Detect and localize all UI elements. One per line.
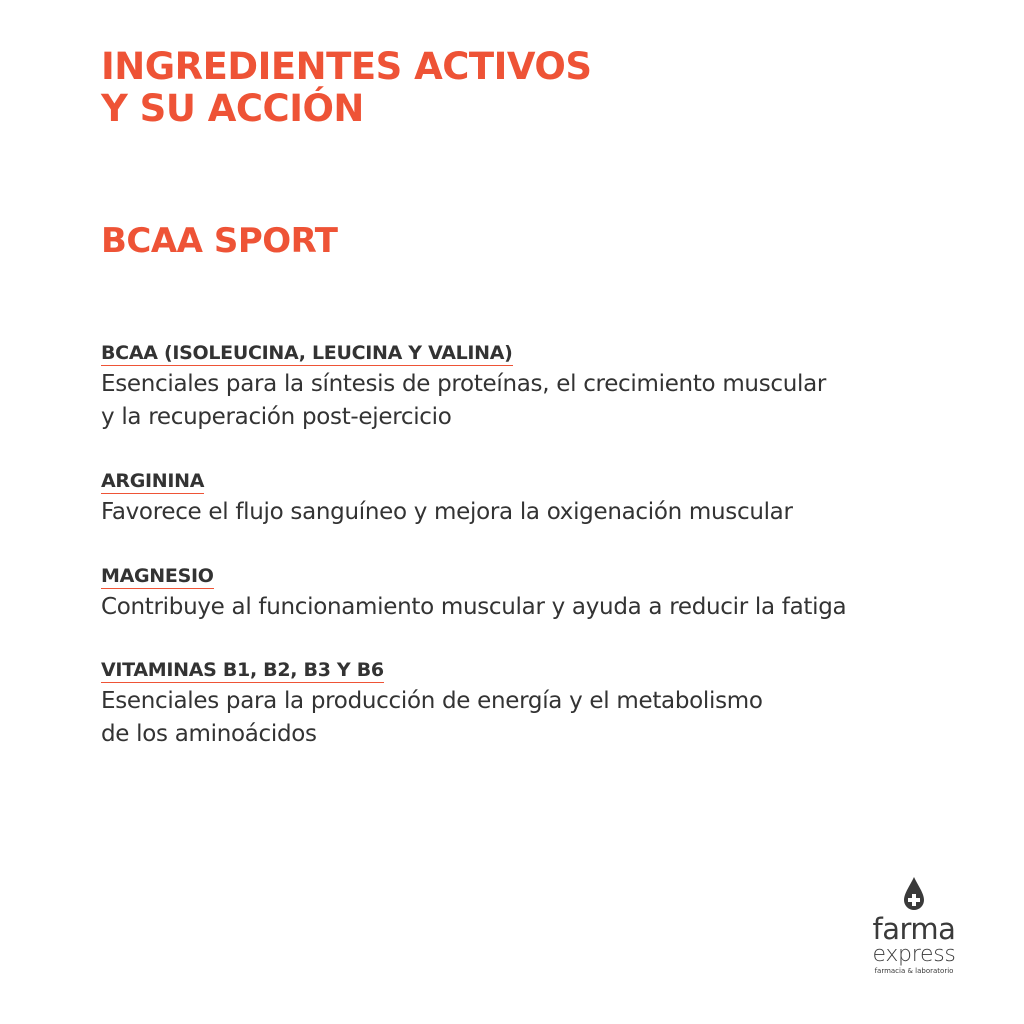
product-name: BCAA SPORT bbox=[101, 221, 338, 261]
ingredient-name: BCAA (ISOLEUCINA, LEUCINA Y VALINA) bbox=[101, 342, 513, 364]
ingredient-description-line: Favorece el flujo sanguíneo y mejora la oxigenación muscular bbox=[101, 499, 793, 525]
ingredient-item bbox=[101, 564, 981, 624]
ingredient-description bbox=[101, 685, 981, 751]
page-title bbox=[101, 46, 592, 130]
drop-cross-icon bbox=[902, 876, 926, 912]
page-title-line-2: Y SU ACCIÓN bbox=[101, 87, 364, 130]
ingredient-description-line: Contribuye al funcionamiento muscular y ayuda a reducir la fatiga bbox=[101, 594, 847, 620]
logo-wordmark-express: express bbox=[872, 942, 956, 967]
page-title-line-1: INGREDIENTES ACTIVOS bbox=[101, 45, 592, 88]
brand-logo bbox=[862, 876, 966, 976]
ingredient-item bbox=[101, 469, 981, 529]
ingredient-item bbox=[101, 341, 981, 434]
logo-tagline: farmacia & laboratorio bbox=[874, 967, 954, 975]
ingredient-description-line: Esenciales para la producción de energía y el metabolismo bbox=[101, 688, 763, 714]
ingredient-name: MAGNESIO bbox=[101, 565, 214, 587]
logo-wordmark-farma: farma bbox=[872, 912, 956, 946]
ingredient-description-line: Esenciales para la síntesis de proteínas, el crecimiento muscular bbox=[101, 371, 827, 397]
ingredient-description-line: y la recuperación post-ejercicio bbox=[101, 404, 452, 430]
ingredient-description-line: de los aminoácidos bbox=[101, 721, 317, 747]
ingredient-name: ARGININA bbox=[101, 470, 205, 492]
ingredient-item bbox=[101, 658, 981, 751]
ingredient-description bbox=[101, 496, 981, 529]
ingredient-name: VITAMINAS B1, B2, B3 Y B6 bbox=[101, 659, 384, 681]
ingredient-description bbox=[101, 591, 981, 624]
ingredient-description bbox=[101, 368, 981, 434]
